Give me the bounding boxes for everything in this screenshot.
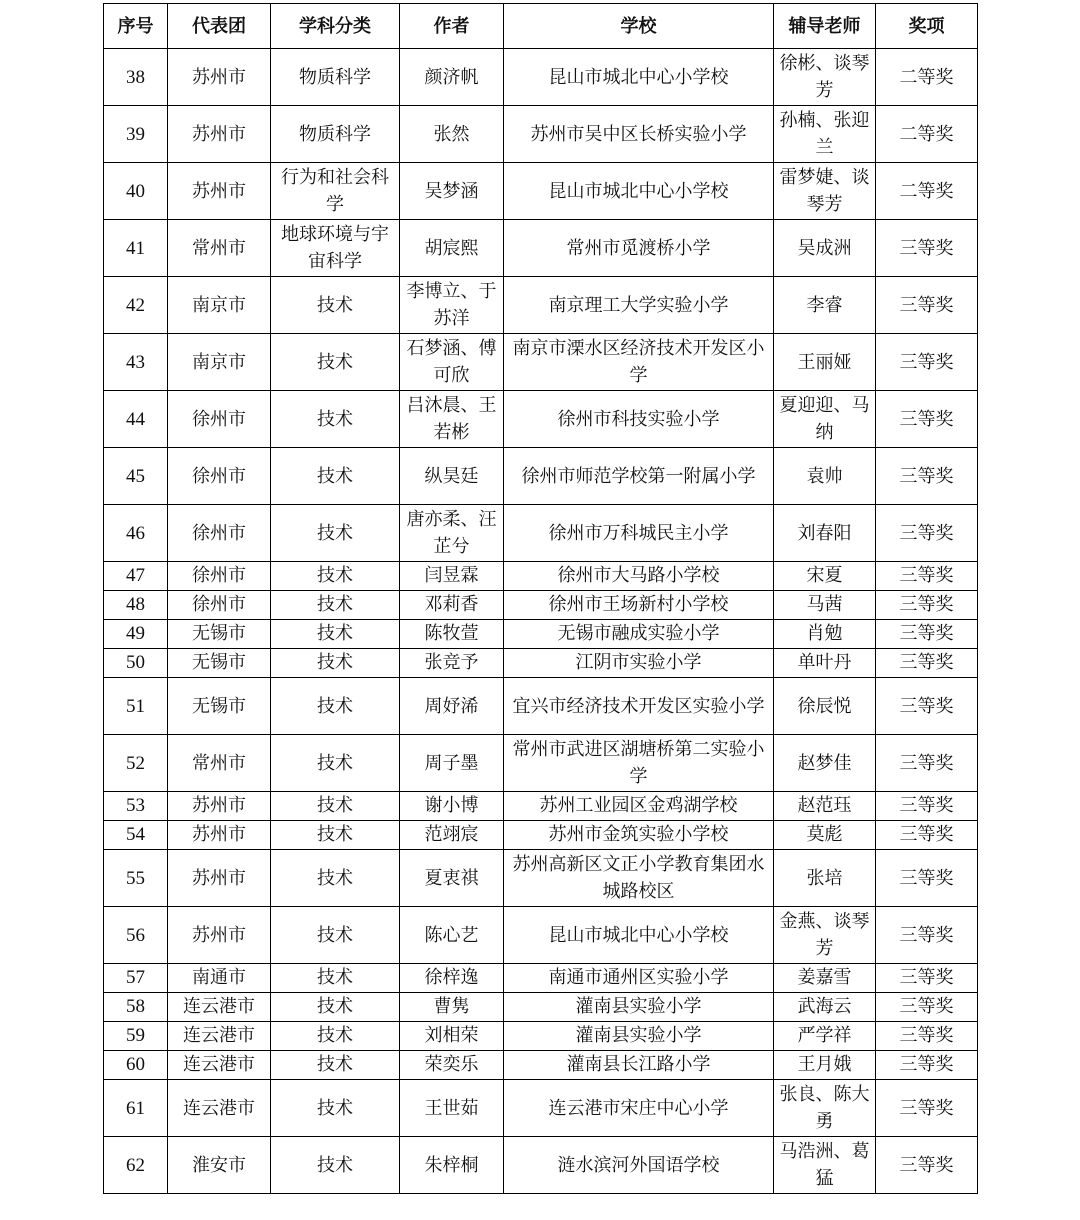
cell-school: 苏州工业园区金鸡湖学校	[504, 792, 774, 821]
cell-school: 南京市溧水区经济技术开发区小学	[504, 334, 774, 391]
table-row	[104, 106, 978, 163]
cell-delegation: 淮安市	[168, 1137, 271, 1194]
cell-award: 三等奖	[876, 678, 978, 735]
cell-no: 38	[104, 49, 168, 106]
cell-author: 吴梦涵	[400, 163, 504, 220]
cell-award: 二等奖	[876, 163, 978, 220]
cell-category: 技术	[271, 391, 400, 448]
table-row	[104, 334, 978, 391]
cell-category: 技术	[271, 735, 400, 792]
cell-delegation: 徐州市	[168, 391, 271, 448]
cell-school: 涟水滨河外国语学校	[504, 1137, 774, 1194]
cell-teacher: 徐彬、谈琴芳	[774, 49, 876, 106]
header-delegation: 代表团	[168, 4, 271, 49]
cell-no: 45	[104, 448, 168, 505]
cell-teacher: 严学祥	[774, 1022, 876, 1051]
cell-no: 46	[104, 505, 168, 562]
cell-school: 昆山市城北中心小学校	[504, 907, 774, 964]
cell-award: 三等奖	[876, 964, 978, 993]
cell-category: 技术	[271, 277, 400, 334]
cell-author: 周妤浠	[400, 678, 504, 735]
cell-award: 三等奖	[876, 850, 978, 907]
cell-teacher: 姜嘉雪	[774, 964, 876, 993]
cell-no: 57	[104, 964, 168, 993]
header-school: 学校	[504, 4, 774, 49]
cell-no: 51	[104, 678, 168, 735]
cell-school: 常州市觅渡桥小学	[504, 220, 774, 277]
cell-category: 技术	[271, 1137, 400, 1194]
cell-school: 宜兴市经济技术开发区实验小学	[504, 678, 774, 735]
cell-category: 技术	[271, 850, 400, 907]
cell-school: 江阴市实验小学	[504, 649, 774, 678]
table-row	[104, 1051, 978, 1080]
cell-author: 吕沐晨、王若彬	[400, 391, 504, 448]
cell-author: 张然	[400, 106, 504, 163]
cell-category: 技术	[271, 993, 400, 1022]
cell-teacher: 孙楠、张迎兰	[774, 106, 876, 163]
cell-author: 唐亦柔、汪芷兮	[400, 505, 504, 562]
cell-school: 苏州市金筑实验小学校	[504, 821, 774, 850]
cell-author: 朱梓桐	[400, 1137, 504, 1194]
cell-teacher: 刘春阳	[774, 505, 876, 562]
cell-award: 三等奖	[876, 821, 978, 850]
cell-category: 技术	[271, 907, 400, 964]
cell-teacher: 马浩洲、葛猛	[774, 1137, 876, 1194]
table-row	[104, 792, 978, 821]
cell-no: 59	[104, 1022, 168, 1051]
cell-school: 灌南县长江路小学	[504, 1051, 774, 1080]
cell-author: 荣奕乐	[400, 1051, 504, 1080]
cell-school: 徐州市万科城民主小学	[504, 505, 774, 562]
cell-teacher: 单叶丹	[774, 649, 876, 678]
cell-school: 灌南县实验小学	[504, 993, 774, 1022]
cell-award: 三等奖	[876, 505, 978, 562]
table-row	[104, 1080, 978, 1137]
cell-author: 徐梓逸	[400, 964, 504, 993]
cell-category: 技术	[271, 505, 400, 562]
cell-author: 纵昊廷	[400, 448, 504, 505]
cell-award: 三等奖	[876, 649, 978, 678]
cell-delegation: 连云港市	[168, 1051, 271, 1080]
cell-no: 41	[104, 220, 168, 277]
cell-delegation: 苏州市	[168, 850, 271, 907]
cell-author: 曹隽	[400, 993, 504, 1022]
table-row	[104, 964, 978, 993]
header-no: 序号	[104, 4, 168, 49]
cell-author: 邓莉香	[400, 591, 504, 620]
cell-award: 三等奖	[876, 334, 978, 391]
cell-category: 技术	[271, 1080, 400, 1137]
cell-school: 昆山市城北中心小学校	[504, 49, 774, 106]
cell-author: 李博立、于苏洋	[400, 277, 504, 334]
header-row	[104, 4, 978, 49]
cell-no: 43	[104, 334, 168, 391]
cell-category: 技术	[271, 448, 400, 505]
cell-category: 行为和社会科学	[271, 163, 400, 220]
cell-author: 石梦涵、傅可欣	[400, 334, 504, 391]
cell-award: 三等奖	[876, 591, 978, 620]
cell-delegation: 无锡市	[168, 620, 271, 649]
cell-category: 技术	[271, 1022, 400, 1051]
cell-no: 52	[104, 735, 168, 792]
header-award: 奖项	[876, 4, 978, 49]
cell-school: 徐州市师范学校第一附属小学	[504, 448, 774, 505]
cell-no: 61	[104, 1080, 168, 1137]
cell-teacher: 马茜	[774, 591, 876, 620]
cell-teacher: 袁帅	[774, 448, 876, 505]
cell-teacher: 武海云	[774, 993, 876, 1022]
cell-delegation: 无锡市	[168, 649, 271, 678]
cell-delegation: 常州市	[168, 735, 271, 792]
cell-award: 三等奖	[876, 735, 978, 792]
cell-award: 三等奖	[876, 792, 978, 821]
cell-no: 53	[104, 792, 168, 821]
cell-no: 55	[104, 850, 168, 907]
cell-no: 47	[104, 562, 168, 591]
cell-award: 三等奖	[876, 1080, 978, 1137]
cell-school: 常州市武进区湖塘桥第二实验小学	[504, 735, 774, 792]
cell-delegation: 连云港市	[168, 993, 271, 1022]
cell-delegation: 常州市	[168, 220, 271, 277]
cell-category: 技术	[271, 964, 400, 993]
cell-category: 物质科学	[271, 49, 400, 106]
cell-delegation: 徐州市	[168, 448, 271, 505]
cell-delegation: 苏州市	[168, 792, 271, 821]
cell-no: 58	[104, 993, 168, 1022]
table-row	[104, 591, 978, 620]
cell-delegation: 无锡市	[168, 678, 271, 735]
cell-delegation: 苏州市	[168, 163, 271, 220]
cell-delegation: 苏州市	[168, 907, 271, 964]
cell-category: 物质科学	[271, 106, 400, 163]
cell-teacher: 张良、陈大勇	[774, 1080, 876, 1137]
cell-delegation: 连云港市	[168, 1022, 271, 1051]
table-row	[104, 850, 978, 907]
cell-award: 三等奖	[876, 277, 978, 334]
cell-author: 王世茹	[400, 1080, 504, 1137]
cell-delegation: 南京市	[168, 334, 271, 391]
cell-award: 二等奖	[876, 49, 978, 106]
cell-teacher: 金燕、谈琴芳	[774, 907, 876, 964]
header-author: 作者	[400, 4, 504, 49]
cell-teacher: 张培	[774, 850, 876, 907]
cell-no: 39	[104, 106, 168, 163]
cell-teacher: 宋夏	[774, 562, 876, 591]
cell-author: 张竞予	[400, 649, 504, 678]
cell-teacher: 吴成洲	[774, 220, 876, 277]
cell-teacher: 王月娥	[774, 1051, 876, 1080]
cell-delegation: 徐州市	[168, 591, 271, 620]
header-teacher: 辅导老师	[774, 4, 876, 49]
cell-author: 刘相荣	[400, 1022, 504, 1051]
table-row	[104, 678, 978, 735]
cell-author: 闫昱霖	[400, 562, 504, 591]
cell-school: 南京理工大学实验小学	[504, 277, 774, 334]
cell-category: 技术	[271, 620, 400, 649]
cell-award: 三等奖	[876, 907, 978, 964]
cell-award: 三等奖	[876, 391, 978, 448]
cell-no: 50	[104, 649, 168, 678]
table-row	[104, 220, 978, 277]
cell-author: 周子墨	[400, 735, 504, 792]
cell-author: 颜济帆	[400, 49, 504, 106]
cell-teacher: 莫彪	[774, 821, 876, 850]
cell-school: 徐州市王场新村小学校	[504, 591, 774, 620]
cell-school: 连云港市宋庄中心小学	[504, 1080, 774, 1137]
cell-teacher: 徐辰悦	[774, 678, 876, 735]
cell-author: 陈牧萱	[400, 620, 504, 649]
cell-delegation: 南京市	[168, 277, 271, 334]
cell-category: 技术	[271, 1051, 400, 1080]
cell-award: 三等奖	[876, 220, 978, 277]
cell-school: 徐州市科技实验小学	[504, 391, 774, 448]
cell-author: 陈心艺	[400, 907, 504, 964]
cell-no: 49	[104, 620, 168, 649]
cell-delegation: 苏州市	[168, 106, 271, 163]
table-row	[104, 1137, 978, 1194]
cell-author: 夏衷祺	[400, 850, 504, 907]
cell-category: 技术	[271, 334, 400, 391]
cell-teacher: 肖勉	[774, 620, 876, 649]
cell-no: 48	[104, 591, 168, 620]
table-row	[104, 391, 978, 448]
table-row	[104, 649, 978, 678]
table-row	[104, 1022, 978, 1051]
cell-school: 昆山市城北中心小学校	[504, 163, 774, 220]
cell-delegation: 连云港市	[168, 1080, 271, 1137]
cell-author: 范翊宸	[400, 821, 504, 850]
table-row	[104, 49, 978, 106]
table-row	[104, 993, 978, 1022]
cell-award: 三等奖	[876, 993, 978, 1022]
cell-teacher: 赵梦佳	[774, 735, 876, 792]
cell-school: 徐州市大马路小学校	[504, 562, 774, 591]
cell-teacher: 赵范珏	[774, 792, 876, 821]
cell-author: 谢小博	[400, 792, 504, 821]
cell-no: 60	[104, 1051, 168, 1080]
cell-no: 56	[104, 907, 168, 964]
cell-teacher: 夏迎迎、马纳	[774, 391, 876, 448]
cell-category: 地球环境与宇宙科学	[271, 220, 400, 277]
cell-school: 灌南县实验小学	[504, 1022, 774, 1051]
cell-no: 54	[104, 821, 168, 850]
cell-delegation: 南通市	[168, 964, 271, 993]
cell-no: 62	[104, 1137, 168, 1194]
table-row	[104, 907, 978, 964]
cell-award: 三等奖	[876, 1022, 978, 1051]
cell-delegation: 苏州市	[168, 821, 271, 850]
cell-teacher: 王丽娅	[774, 334, 876, 391]
table-row	[104, 448, 978, 505]
cell-award: 三等奖	[876, 562, 978, 591]
cell-award: 三等奖	[876, 1051, 978, 1080]
cell-delegation: 徐州市	[168, 562, 271, 591]
cell-award: 二等奖	[876, 106, 978, 163]
table-row	[104, 821, 978, 850]
table-body	[104, 49, 978, 1194]
cell-school: 无锡市融成实验小学	[504, 620, 774, 649]
award-table	[103, 3, 978, 1194]
table-row	[104, 163, 978, 220]
cell-author: 胡宸熙	[400, 220, 504, 277]
cell-teacher: 雷梦婕、谈琴芳	[774, 163, 876, 220]
cell-category: 技术	[271, 591, 400, 620]
cell-school: 南通市通州区实验小学	[504, 964, 774, 993]
cell-no: 42	[104, 277, 168, 334]
table-row	[104, 562, 978, 591]
table-row	[104, 735, 978, 792]
cell-category: 技术	[271, 821, 400, 850]
cell-teacher: 李睿	[774, 277, 876, 334]
cell-delegation: 苏州市	[168, 49, 271, 106]
cell-no: 40	[104, 163, 168, 220]
table-row	[104, 277, 978, 334]
cell-award: 三等奖	[876, 1137, 978, 1194]
cell-award: 三等奖	[876, 620, 978, 649]
cell-school: 苏州市吴中区长桥实验小学	[504, 106, 774, 163]
table-row	[104, 505, 978, 562]
cell-school: 苏州高新区文正小学教育集团水城路校区	[504, 850, 774, 907]
cell-category: 技术	[271, 792, 400, 821]
cell-no: 44	[104, 391, 168, 448]
header-category: 学科分类	[271, 4, 400, 49]
cell-category: 技术	[271, 562, 400, 591]
cell-award: 三等奖	[876, 448, 978, 505]
table-row	[104, 620, 978, 649]
cell-category: 技术	[271, 649, 400, 678]
cell-delegation: 徐州市	[168, 505, 271, 562]
cell-category: 技术	[271, 678, 400, 735]
